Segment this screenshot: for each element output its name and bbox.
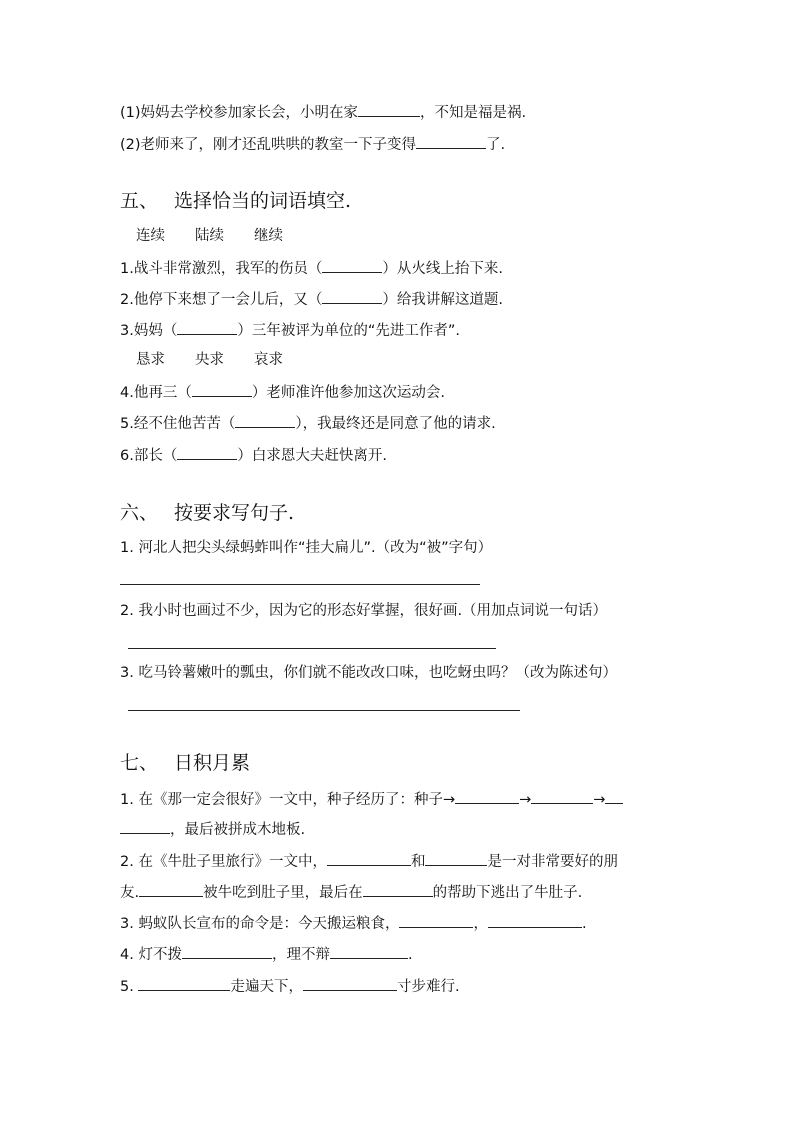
- s5-q5-text-b: ），我最终还是同意了他的请求.: [295, 416, 496, 432]
- s5-q2-text-a: 2.他停下来想了一会儿后，又（: [120, 292, 323, 308]
- s5-q4-text-a: 4.他再三（: [120, 385, 192, 401]
- s7-q4-text-b: ，理不辩: [271, 947, 330, 963]
- s4-q1-blank[interactable]: [358, 102, 420, 117]
- word-option: 继续: [254, 228, 283, 244]
- word-bank-1: [136, 226, 313, 246]
- s4-question-1: [120, 102, 526, 122]
- section-6-number: 六、: [120, 502, 159, 524]
- section-5-number: 五、: [120, 190, 159, 212]
- s5-question-5: [120, 413, 496, 433]
- s7-q2-blank-2[interactable]: [425, 851, 487, 866]
- s7-q1-blank-2[interactable]: [531, 789, 593, 804]
- s7-q2-text-c: 友.: [120, 885, 140, 901]
- s7-question-2: [120, 851, 618, 871]
- s6-question-3: 3. 吃马铃薯嫩叶的瓢虫，你们就不能改改口味，也吃蚜虫吗？（改为陈述句）: [120, 665, 617, 681]
- section-6-heading: [120, 501, 294, 525]
- s4-q1-text-b: ，不知是福是祸.: [420, 105, 527, 121]
- s5-q1-text-b: ）从火线上抬下来.: [382, 261, 503, 277]
- s5-question-1: [120, 258, 503, 278]
- section-7-number: 七、: [120, 752, 159, 774]
- s5-q5-text-a: 5.经不住他苦苦（: [120, 416, 236, 432]
- s7-question-4: [120, 944, 413, 964]
- s7-q2-text-b: 是一对非常要好的朋: [487, 854, 618, 870]
- s7-q2-text-a: 2. 在《牛肚子里旅行》一文中，: [120, 854, 327, 870]
- s7-q4-blank-1[interactable]: [182, 944, 272, 959]
- s7-q1-blank-1[interactable]: [455, 789, 519, 804]
- section-6-title: 按要求写句子.: [174, 502, 295, 524]
- s4-q1-text-a: (1)妈妈去学校参加家长会，小明在家: [120, 105, 359, 121]
- s5-q1-blank[interactable]: [322, 258, 382, 273]
- s7-q5-blank-2[interactable]: [303, 976, 397, 991]
- s7-q2-and: 和: [410, 854, 426, 870]
- word-option: 连续: [136, 228, 165, 244]
- s5-q6-text-a: 6.部长（: [120, 448, 178, 464]
- s5-question-3: [120, 320, 460, 340]
- word-option: 陆续: [195, 228, 224, 244]
- s7-question-5: [120, 976, 460, 996]
- s7-q1-text-c: ，最后被拼成木地板.: [170, 822, 306, 838]
- s7-q1-blank-3a[interactable]: [605, 789, 623, 804]
- section-7-heading: [120, 751, 250, 775]
- s5-q4-blank[interactable]: [192, 382, 252, 397]
- s6-answer-line-1[interactable]: [120, 584, 480, 585]
- arrow-icon: →: [593, 792, 606, 808]
- s5-q6-text-b: ）白求恩大夫赶快离开.: [237, 448, 387, 464]
- s6-question-1: 1. 河北人把尖头绿蚂蚱叫作“挂大扁儿”.（改为“被”字句）: [120, 540, 493, 556]
- s6-answer-line-2[interactable]: [128, 648, 496, 649]
- s5-q2-text-b: ）给我讲解这道题.: [382, 292, 503, 308]
- s5-q4-text-b: ）老师准许他参加这次运动会.: [251, 385, 445, 401]
- s7-q2-blank-4[interactable]: [363, 882, 433, 897]
- s7-q5-blank-1[interactable]: [138, 976, 230, 991]
- s4-q2-text-a: (2)老师来了，刚才还乱哄哄的教室一下子变得: [120, 137, 417, 153]
- s5-q1-text-a: 1.战斗非常激烈，我军的伤员（: [120, 261, 323, 277]
- s7-q4-text-a: 4. 灯不拨: [120, 947, 182, 963]
- s7-question-3: [120, 913, 587, 933]
- s5-q6-blank[interactable]: [177, 445, 237, 460]
- s5-q3-blank[interactable]: [177, 320, 237, 335]
- s7-q5-text-a: 5.: [120, 979, 139, 995]
- s7-q3-end: .: [581, 916, 587, 932]
- word-option: 哀求: [254, 352, 283, 368]
- word-bank-2: [136, 350, 313, 370]
- s7-q2-blank-3[interactable]: [139, 882, 203, 897]
- s5-question-6: [120, 445, 387, 465]
- section-5-title: 选择恰当的词语填空.: [174, 190, 352, 212]
- s4-q2-text-b: 了.: [486, 137, 506, 153]
- s7-q2-blank-1[interactable]: [327, 851, 411, 866]
- section-7-title: 日积月累: [174, 752, 251, 774]
- s5-q5-blank[interactable]: [235, 413, 295, 428]
- section-5-heading: [120, 189, 351, 213]
- s4-question-2: [120, 134, 505, 154]
- s7-q3-blank-1[interactable]: [399, 913, 473, 928]
- s5-question-2: [120, 289, 503, 309]
- s7-question-1: [120, 789, 623, 809]
- s7-q2-text-e: 的帮助下逃出了牛肚子.: [432, 885, 583, 901]
- s7-q2-text-d: 被牛吃到肚子里，最后在: [203, 885, 363, 901]
- s5-q3-text-a: 3.妈妈（: [120, 323, 178, 339]
- s7-q3-comma: ，: [473, 916, 488, 932]
- s5-question-4: [120, 382, 445, 402]
- s4-q2-blank[interactable]: [416, 134, 486, 149]
- s7-q3-blank-2[interactable]: [488, 913, 582, 928]
- arrow-icon: →: [519, 792, 532, 808]
- s6-answer-line-3[interactable]: [128, 710, 520, 711]
- s7-q4-end: .: [407, 947, 413, 963]
- s5-q3-text-b: ）三年被评为单位的“先进工作者”.: [237, 323, 460, 339]
- s7-question-2-cont: [120, 882, 582, 902]
- s7-q5-text-c: 寸步难行.: [396, 979, 460, 995]
- s7-q1-text-a: 1. 在《那一定会很好》一文中，种子经历了：种子→: [120, 792, 456, 808]
- s7-q1-blank-3b[interactable]: [120, 819, 170, 834]
- s7-question-1-cont: [120, 819, 305, 839]
- s5-q2-blank[interactable]: [322, 289, 382, 304]
- s6-question-2: 2. 我小时也画过不少，因为它的形态好掌握，很好画.（用加点词说一句话）: [120, 603, 608, 619]
- s7-q5-text-b: 走遍天下，: [230, 979, 303, 995]
- s7-q3-text-a: 3. 蚂蚁队长宣布的命令是：今天搬运粮食，: [120, 916, 400, 932]
- word-option: 恳求: [136, 352, 165, 368]
- s7-q4-blank-2[interactable]: [330, 944, 408, 959]
- word-option: 央求: [195, 352, 224, 368]
